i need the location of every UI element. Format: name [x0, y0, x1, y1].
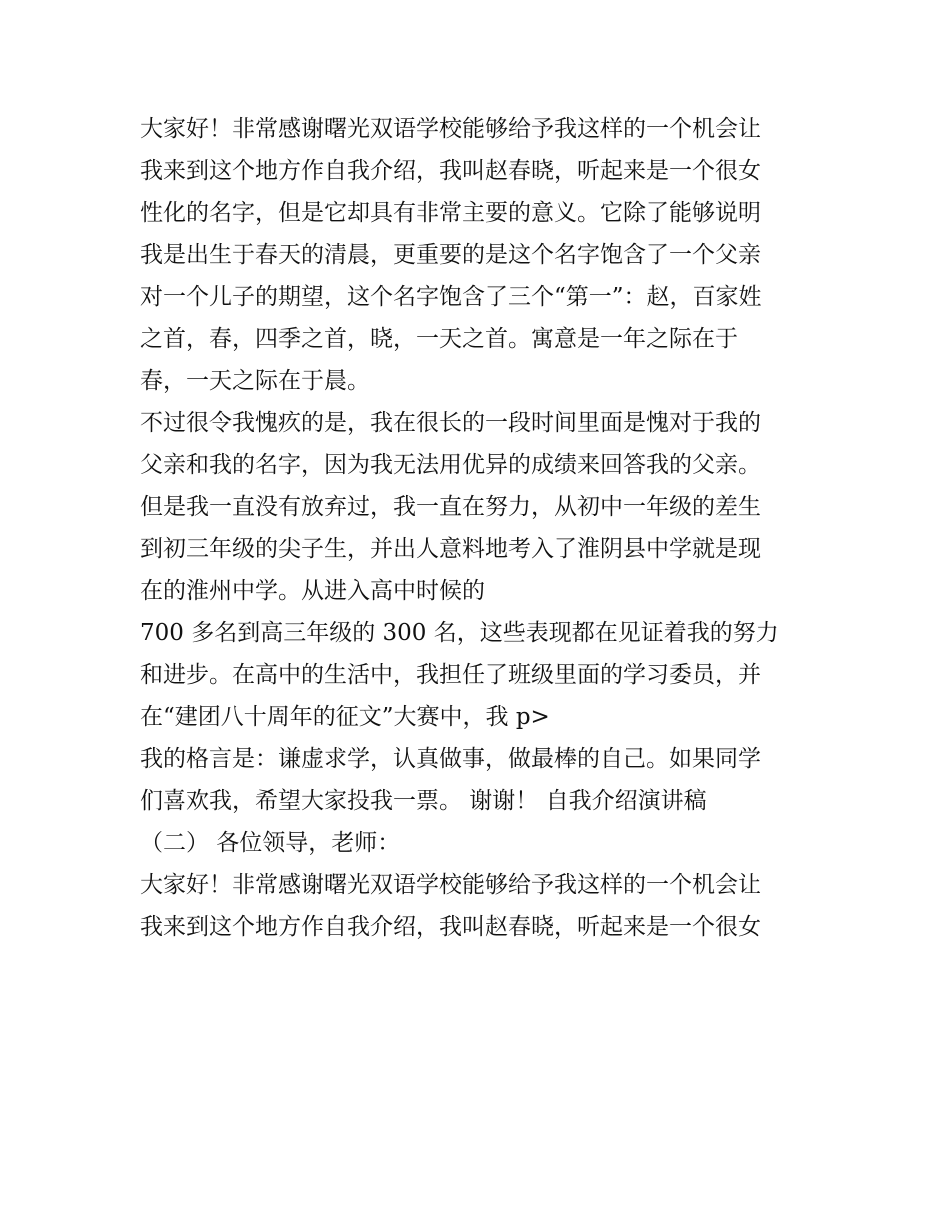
text-line: 对一个儿子的期望，这个名字饱含了三个“第一”：赵，百家姓	[140, 284, 762, 310]
text-line: 在的淮州中学。从进入高中时候的	[140, 578, 485, 604]
text-line: 春，一天之际在于晨。	[140, 368, 370, 394]
text-line: （二） 各位领导，老师：	[140, 830, 401, 856]
text-line: 700 多名到高三年级的 300 名，这些表现都在见证着我的努力	[140, 620, 779, 646]
text-line: 们喜欢我，希望大家投我一票。 谢谢！ 自我介绍演讲稿	[140, 788, 707, 814]
text-line: 大家好！非常感谢曙光双语学校能够给予我这样的一个机会让	[140, 872, 761, 898]
text-line: 大家好！非常感谢曙光双语学校能够给予我这样的一个机会让	[140, 116, 761, 142]
text-line: 我来到这个地方作自我介绍，我叫赵春晓，听起来是一个很女	[140, 914, 761, 940]
text-line: 之首，春，四季之首，晓，一天之首。寓意是一年之际在于	[140, 326, 738, 352]
text-line: 我的格言是：谦虚求学，认真做事，做最棒的自己。如果同学	[140, 746, 761, 772]
text-line: 我来到这个地方作自我介绍，我叫赵春晓，听起来是一个很女	[140, 158, 761, 184]
document-body	[140, 108, 820, 948]
text-line: 父亲和我的名字，因为我无法用优异的成绩来回答我的父亲。	[140, 452, 761, 478]
text-line: 到初三年级的尖子生，并出人意料地考入了淮阴县中学就是现	[140, 536, 761, 562]
text-line: 在“建团八十周年的征文”大赛中，我 p>	[140, 704, 550, 730]
text-line: 性化的名字，但是它却具有非常主要的意义。它除了能够说明	[140, 200, 761, 226]
text-line: 不过很令我愧疚的是，我在很长的一段时间里面是愧对于我的	[140, 410, 761, 436]
text-line: 和进步。在高中的生活中，我担任了班级里面的学习委员，并	[140, 662, 761, 688]
text-line: 我是出生于春天的清晨，更重要的是这个名字饱含了一个父亲	[140, 242, 761, 268]
text-line: 但是我一直没有放弃过，我一直在努力，从初中一年级的差生	[140, 494, 761, 520]
